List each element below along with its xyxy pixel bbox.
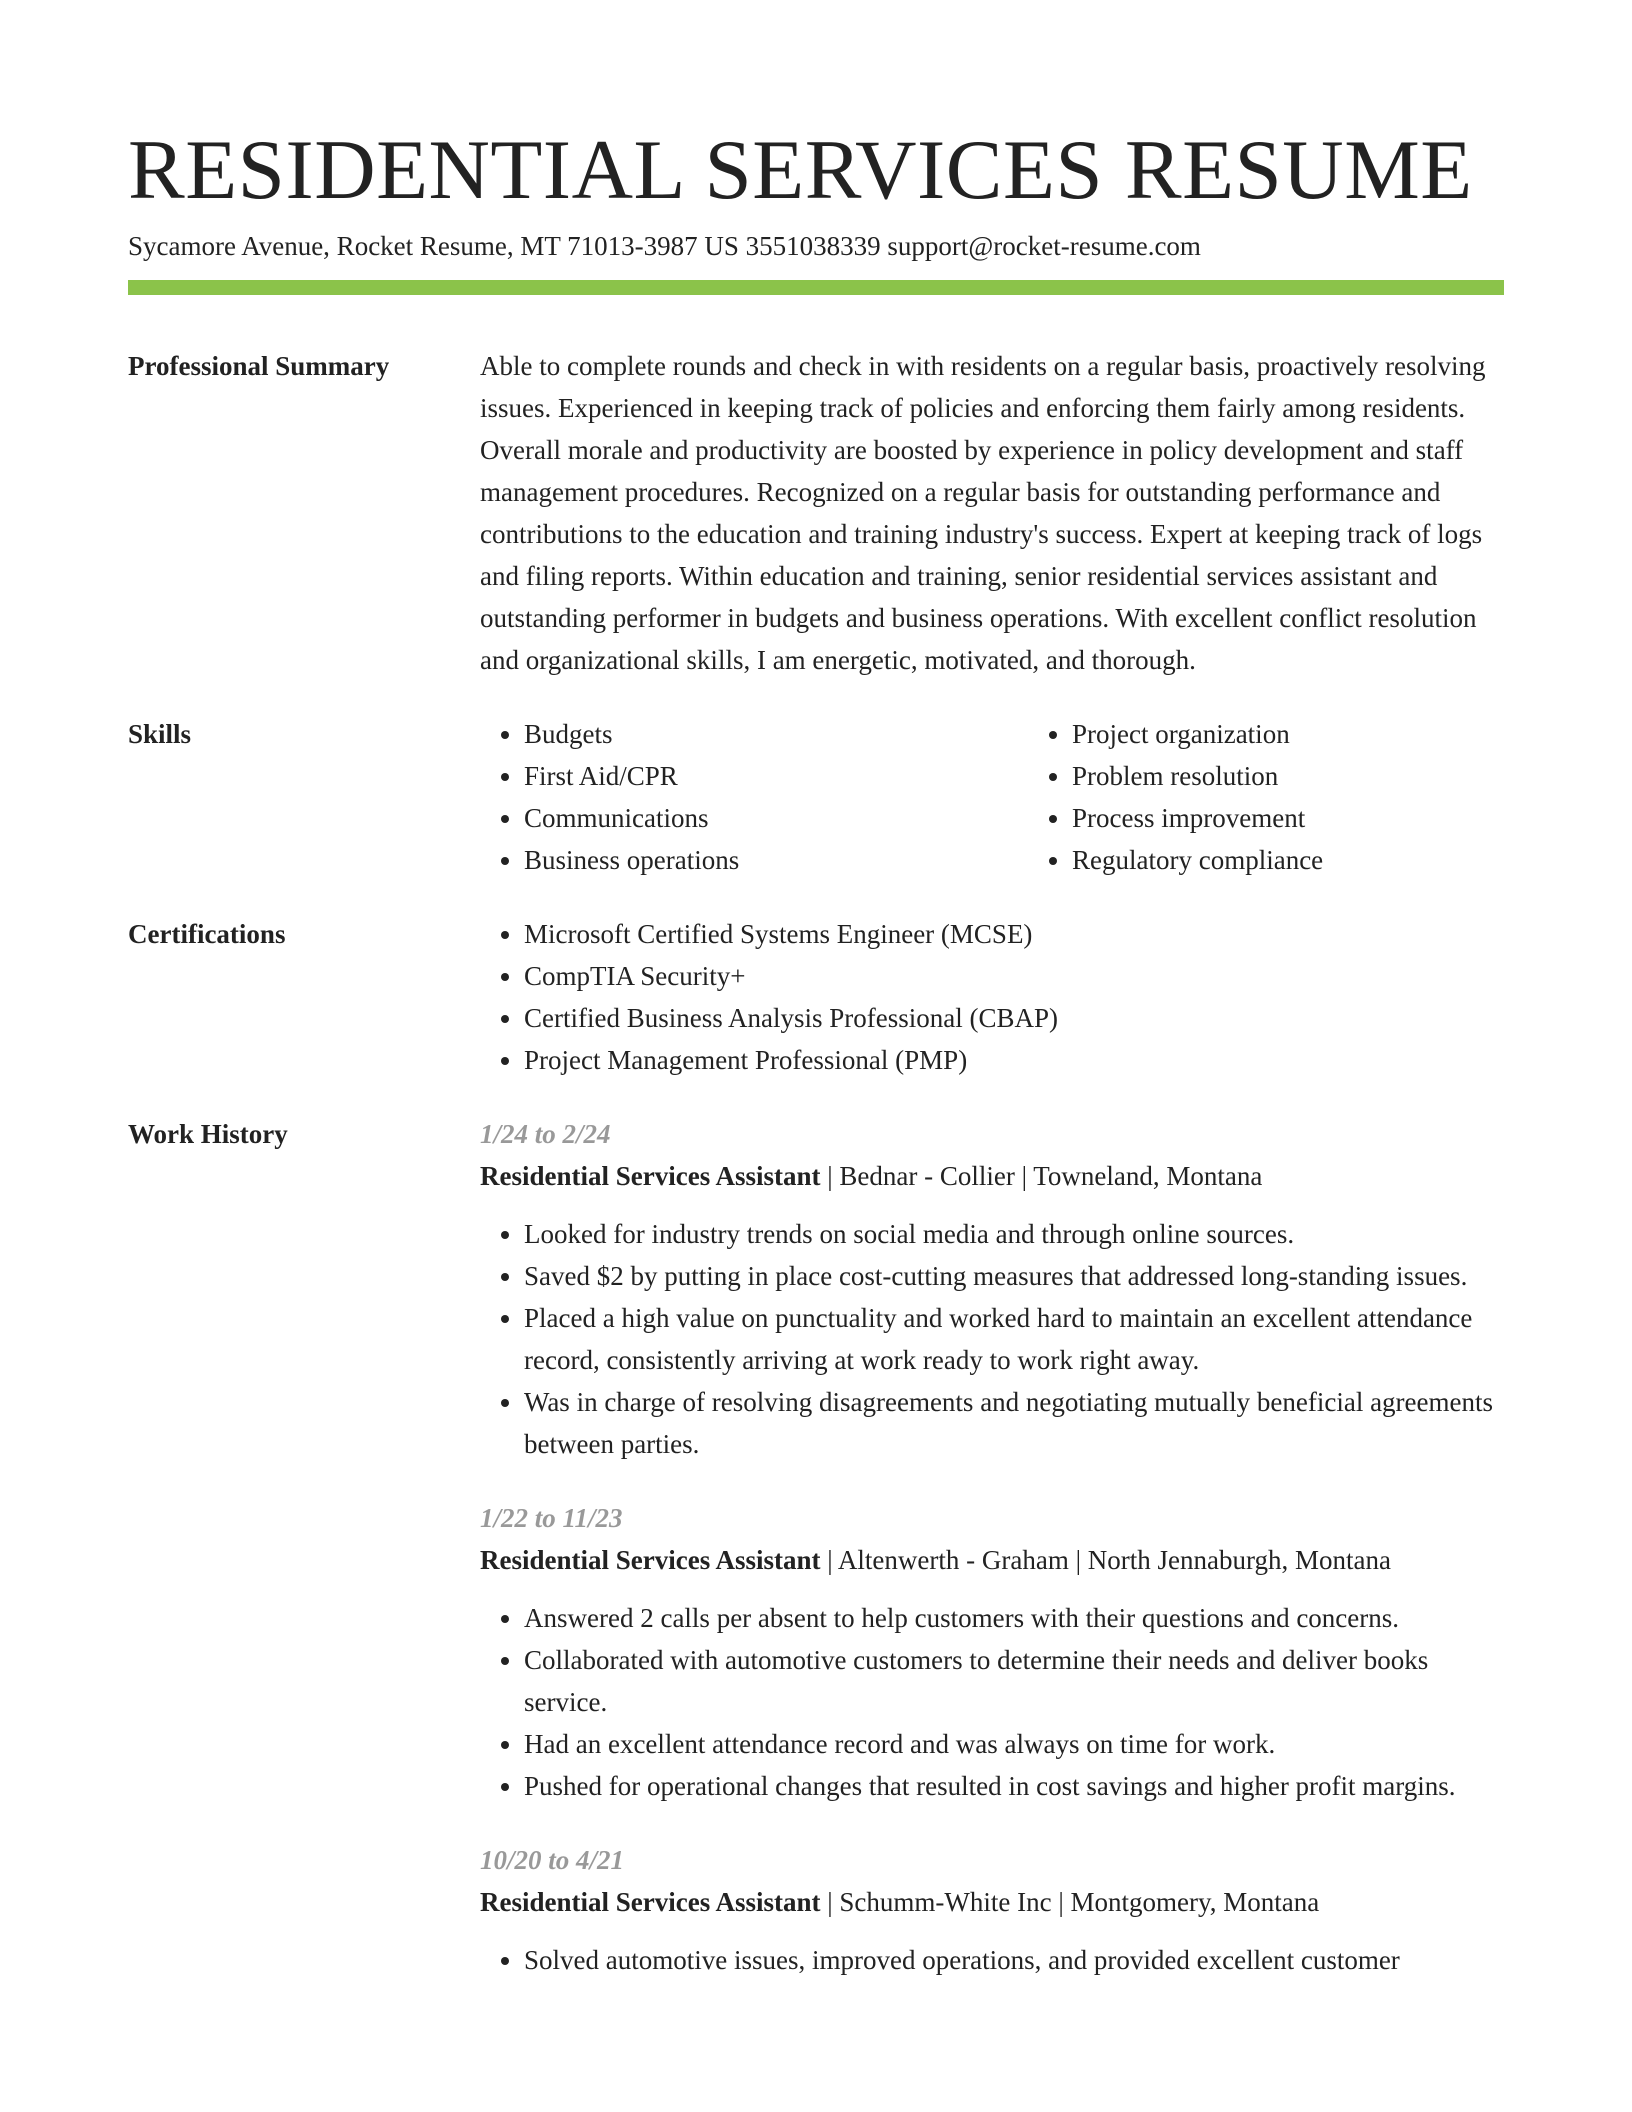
skill-item: • Communications <box>524 797 1028 839</box>
summary-text: Able to complete rounds and check in with residents on a regular basis, proactively resolving issues. Experienced in keeping track of policies and enforcing them fairly among residents. Overall morale and productivity are boosted by experience in policy development and staff management procedures. Recognized on a regular basis for outstanding performance and contributions to the education and training industry's success. Expert at keeping track of logs and filing reports. Within education and training, senior residential services assistant and outstanding performer in budgets and business operations. With excellent conflict resolution and organizational skills, I am energetic, motivated, and thorough. <box>480 351 1486 675</box>
job-bullet: • Collaborated with automotive customers to determine their needs and deliver books service. <box>524 1639 1504 1723</box>
professional-summary-section <box>128 345 1504 681</box>
certification-item: • CompTIA Security+ <box>524 955 1504 997</box>
certifications-section <box>128 913 1504 1081</box>
job-title: Residential Services Assistant <box>480 1545 821 1575</box>
job-heading <box>480 1155 1504 1197</box>
job-bullet: • Answered 2 calls per absent to help customers with their questions and concerns. <box>524 1597 1504 1639</box>
work-history-body <box>480 1113 1504 2013</box>
job-entry <box>480 1839 1504 1981</box>
job-bullet: • Solved automotive issues, improved operations, and provided excellent customer <box>524 1939 1504 1981</box>
job-bullet: • Placed a high value on punctuality and worked hard to maintain an excellent attendance record, consistently arriving at work ready to work right away. <box>524 1297 1504 1381</box>
work-history-section <box>128 1113 1504 2013</box>
job-employer-location: | Bednar - Collier | Towneland, Montana <box>820 1161 1263 1191</box>
resume-page <box>128 120 1504 2013</box>
job-bullet: • Had an excellent attendance record and was always on time for work. <box>524 1723 1504 1765</box>
section-label-work-history: Work History <box>128 1119 288 1149</box>
contact-info: Sycamore Avenue, Rocket Resume, MT 71013-3987 US 3551038339 support@rocket-resume.com <box>128 231 1201 261</box>
section-label-skills: Skills <box>128 719 192 749</box>
job-heading <box>480 1539 1504 1581</box>
resume-title: RESIDENTIAL SERVICES RESUME <box>128 123 1473 217</box>
certifications-body <box>480 913 1504 1081</box>
job-bullet: • Pushed for operational changes that resulted in cost savings and higher profit margins. <box>524 1765 1504 1807</box>
job-title: Residential Services Assistant <box>480 1161 821 1191</box>
job-bullets <box>480 1939 1504 1981</box>
skill-item: • Problem resolution <box>1072 755 1576 797</box>
skill-item: • Business operations <box>524 839 1028 881</box>
section-label-summary: Professional Summary <box>128 351 390 381</box>
skill-item: • First Aid/CPR <box>524 755 1028 797</box>
certification-item: • Microsoft Certified Systems Engineer (MCSE) <box>524 913 1504 955</box>
job-bullet: • Was in charge of resolving disagreements and negotiating mutually beneficial agreements between parties. <box>524 1381 1504 1465</box>
job-employer-location: | Altenwerth - Graham | North Jennaburgh, Montana <box>820 1545 1391 1575</box>
skill-item: • Project organization <box>1072 713 1576 755</box>
job-bullet: • Looked for industry trends on social media and through online sources. <box>524 1213 1504 1255</box>
certification-item: • Certified Business Analysis Professional (CBAP) <box>524 997 1504 1039</box>
job-bullets <box>480 1597 1504 1807</box>
skills-body <box>480 713 1576 881</box>
skill-item: • Process improvement <box>1072 797 1576 839</box>
job-employer-location: | Schumm-White Inc | Montgomery, Montana <box>820 1887 1320 1917</box>
job-entry <box>480 1113 1504 1465</box>
certifications-list <box>480 913 1504 1081</box>
job-date: 1/22 to 11/23 <box>480 1503 623 1533</box>
job-title: Residential Services Assistant <box>480 1887 821 1917</box>
job-date: 1/24 to 2/24 <box>480 1119 611 1149</box>
skills-list-left <box>480 713 1028 881</box>
section-label-certifications: Certifications <box>128 919 286 949</box>
skill-item: • Budgets <box>524 713 1028 755</box>
job-bullets <box>480 1213 1504 1465</box>
skills-grid <box>480 713 1576 881</box>
skills-section <box>128 713 1504 881</box>
certification-item: • Project Management Professional (PMP) <box>524 1039 1504 1081</box>
skills-list-right <box>1028 713 1576 881</box>
job-bullet: • Saved $2 by putting in place cost-cutting measures that addressed long-standing issues. <box>524 1255 1504 1297</box>
job-heading <box>480 1881 1504 1923</box>
job-entry <box>480 1497 1504 1807</box>
job-date: 10/20 to 4/21 <box>480 1845 625 1875</box>
skill-item: • Regulatory compliance <box>1072 839 1576 881</box>
header-divider <box>128 280 1504 295</box>
